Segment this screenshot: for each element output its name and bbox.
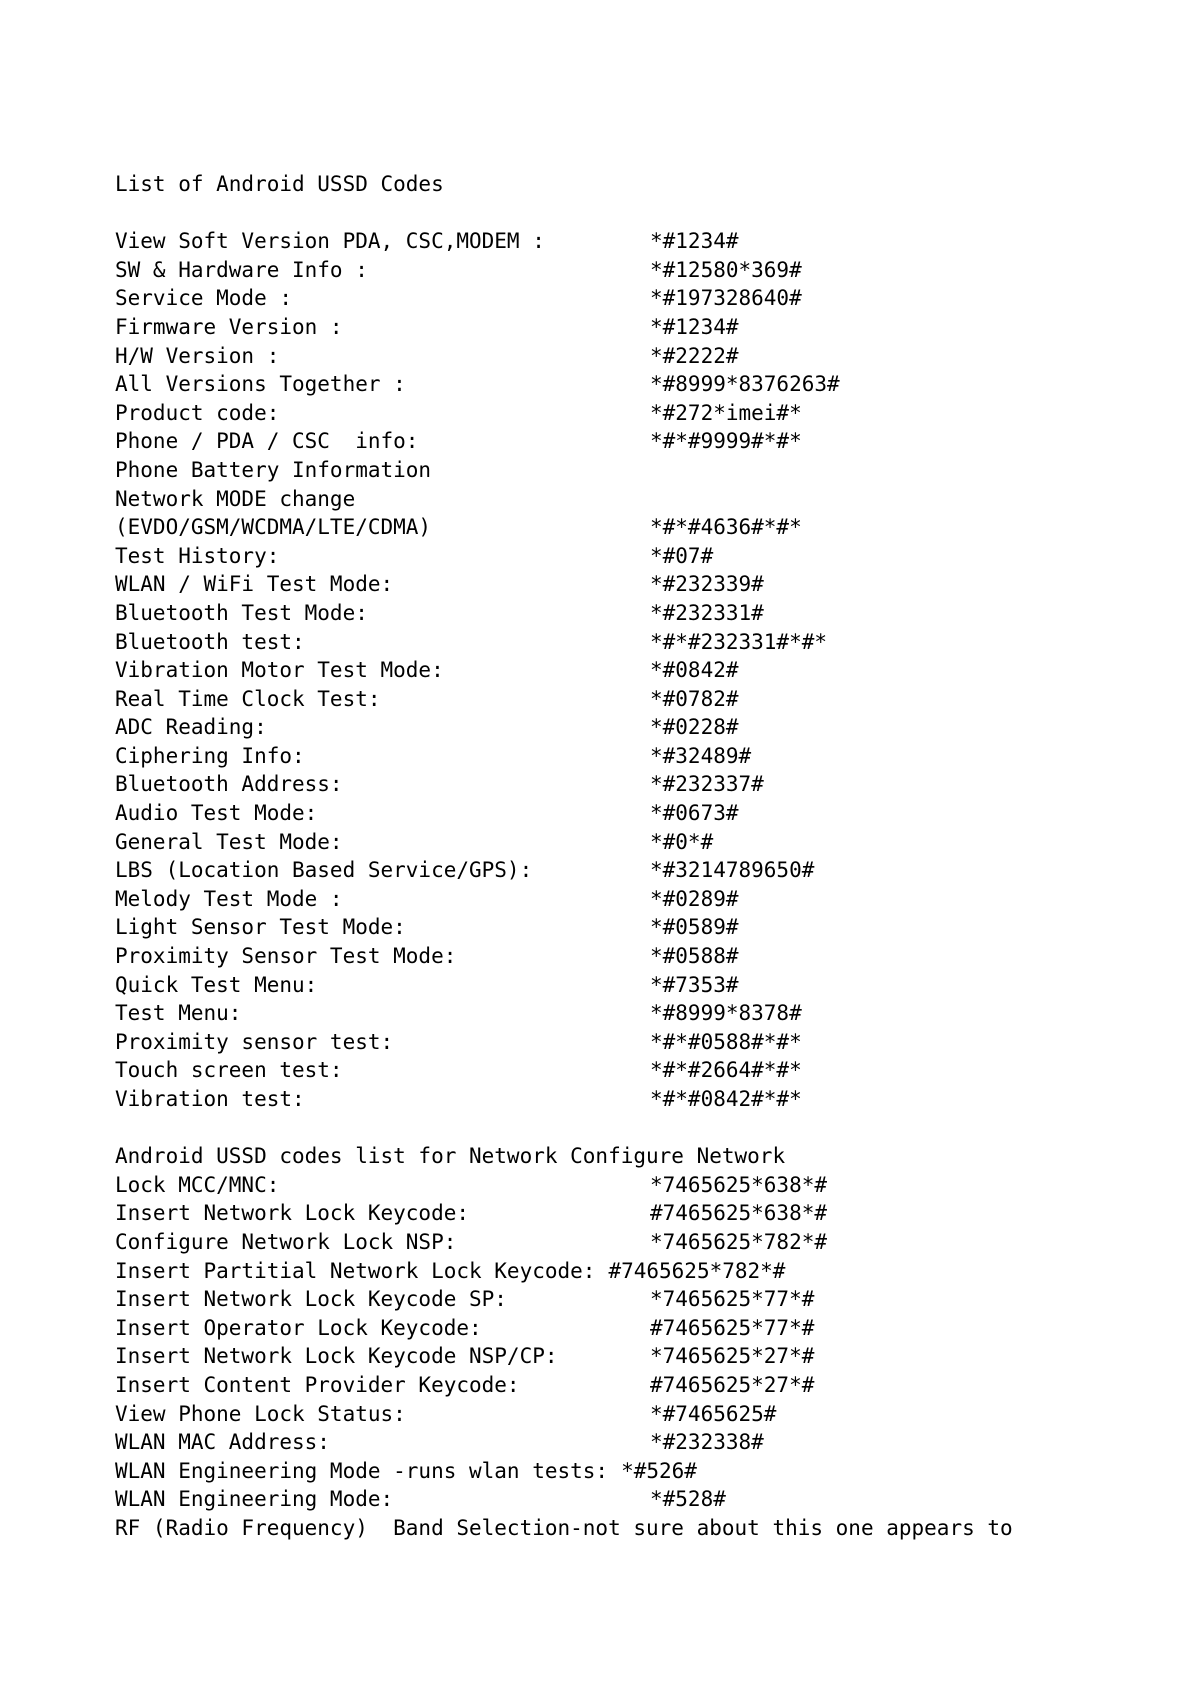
code-label: Network MODE change <box>115 486 356 511</box>
code-label: ADC Reading: <box>115 715 267 740</box>
code-label: Product code: <box>115 400 280 425</box>
ussd-code: *#197328640# <box>650 286 802 311</box>
code-row <box>115 342 1115 371</box>
code-row <box>115 628 1115 657</box>
ussd-code: *#232331# <box>650 600 764 625</box>
ussd-code: #7465625*782*# <box>608 1258 786 1283</box>
code-label: Insert Network Lock Keycode SP: <box>115 1287 507 1312</box>
code-row <box>115 856 1115 885</box>
ussd-code: *#8999*8378# <box>650 1001 802 1026</box>
ussd-code: #7465625*77*# <box>650 1315 815 1340</box>
ussd-code: *7465625*77*# <box>650 1287 815 1312</box>
code-row <box>115 370 1115 399</box>
code-label: Vibration test: <box>115 1087 305 1111</box>
code-row <box>115 542 1115 571</box>
ussd-code: *#528# <box>650 1487 726 1512</box>
ussd-code: *#8999*8376263# <box>650 372 840 397</box>
ussd-code: *#232338# <box>650 1430 764 1455</box>
code-row <box>115 1285 1115 1314</box>
code-label: Quick Test Menu: <box>115 972 318 997</box>
code-label: Proximity sensor test: <box>115 1029 394 1054</box>
ussd-code: *#0228# <box>650 715 739 740</box>
ussd-code: *#*#232331#*#* <box>650 629 828 654</box>
device-codes-list <box>115 227 1115 1113</box>
code-label: Real Time Clock Test: <box>115 686 381 711</box>
ussd-code: *7465625*782*# <box>650 1229 828 1254</box>
ussd-code: *7465625*638*# <box>650 1172 828 1197</box>
spacer <box>115 1114 1115 1143</box>
ussd-code: *#0842# <box>650 658 739 683</box>
code-row <box>115 1400 1115 1429</box>
code-label: WLAN / WiFi Test Mode: <box>115 572 394 597</box>
code-row <box>115 770 1115 799</box>
network-codes-list <box>115 1171 1115 1514</box>
code-row <box>115 742 1115 771</box>
ussd-code: *#7353# <box>650 972 739 997</box>
network-section-heading: Android USSD codes list for Network Configure Network <box>115 1144 786 1169</box>
ussd-code: *#0782# <box>650 686 739 711</box>
code-label: Phone Battery Information <box>115 457 432 482</box>
ussd-code: *7465625*27*# <box>650 1344 815 1369</box>
ussd-code: *#3214789650# <box>650 858 815 883</box>
code-row <box>115 256 1115 285</box>
code-label: LBS (Location Based Service/GPS): <box>115 858 533 883</box>
code-label: Configure Network Lock NSP: <box>115 1229 457 1254</box>
ussd-code: *#*#4636#*#* <box>650 515 802 540</box>
ussd-code: *#0673# <box>650 801 739 826</box>
code-row <box>115 799 1115 828</box>
code-label: Insert Network Lock Keycode NSP/CP: <box>115 1344 558 1369</box>
ussd-code: *#232339# <box>650 572 764 597</box>
ussd-code: *#*#9999#*#* <box>650 429 802 454</box>
code-label: Touch screen test: <box>115 1058 343 1083</box>
code-label: Test History: <box>115 543 280 568</box>
code-label: Melody Test Mode : <box>115 886 343 911</box>
ussd-code: *#*#2664#*#* <box>650 1058 802 1083</box>
code-row <box>115 971 1115 1000</box>
ussd-code: *#0289# <box>650 886 739 911</box>
code-label: Insert Partitial Network Lock Keycode: <box>115 1258 596 1283</box>
code-row <box>115 513 1115 542</box>
code-row <box>115 427 1115 456</box>
code-label: Audio Test Mode: <box>115 801 318 826</box>
code-label: Ciphering Info: <box>115 743 305 768</box>
code-label: Firmware Version : <box>115 314 343 339</box>
code-row <box>115 1171 1115 1200</box>
code-label: WLAN Engineering Mode: <box>115 1487 394 1512</box>
ussd-code: *#526# <box>621 1458 697 1483</box>
code-row <box>115 913 1115 942</box>
code-row <box>115 1228 1115 1257</box>
ussd-code: #7465625*27*# <box>650 1372 815 1397</box>
code-label: Service Mode : <box>115 286 293 311</box>
code-row <box>115 1199 1115 1228</box>
code-row <box>115 828 1115 857</box>
code-row <box>115 284 1115 313</box>
code-label: Test Menu: <box>115 1001 242 1026</box>
code-row <box>115 885 1115 914</box>
code-row <box>115 570 1115 599</box>
ussd-code: *#1234# <box>650 229 739 254</box>
code-label: H/W Version : <box>115 343 280 368</box>
code-row <box>115 942 1115 971</box>
code-row <box>115 227 1115 256</box>
ussd-code: *#*#0588#*#* <box>650 1029 802 1054</box>
code-label: View Phone Lock Status: <box>115 1401 406 1426</box>
ussd-code: *#32489# <box>650 743 752 768</box>
ussd-code: *#0589# <box>650 915 739 940</box>
code-row <box>115 1257 1115 1286</box>
code-row <box>115 1371 1115 1400</box>
code-row <box>115 599 1115 628</box>
code-row <box>115 1028 1115 1057</box>
document-title: List of Android USSD Codes <box>115 172 444 196</box>
ussd-code: *#12580*369# <box>650 257 802 282</box>
ussd-code: *#232337# <box>650 772 764 797</box>
code-label: WLAN MAC Address: <box>115 1430 330 1455</box>
code-row <box>115 485 1115 514</box>
code-label: WLAN Engineering Mode -runs wlan tests: <box>115 1458 609 1483</box>
code-label: Insert Operator Lock Keycode: <box>115 1315 482 1340</box>
code-row <box>115 1056 1115 1085</box>
code-label: Light Sensor Test Mode: <box>115 915 406 940</box>
ussd-code: *#0*# <box>650 829 714 854</box>
code-label: General Test Mode: <box>115 829 343 854</box>
code-label: SW & Hardware Info : <box>115 257 368 282</box>
code-label: Lock MCC/MNC: <box>115 1172 280 1197</box>
code-label: Phone / PDA / CSC info: <box>115 429 419 454</box>
code-label: Bluetooth Test Mode: <box>115 600 368 625</box>
code-row <box>115 1085 1115 1114</box>
ussd-code: #7465625*638*# <box>650 1201 828 1226</box>
ussd-code: *#07# <box>650 543 714 568</box>
ussd-code: *#272*imei#* <box>650 400 802 425</box>
code-row <box>115 1485 1115 1514</box>
ussd-code: *#*#0842#*#* <box>650 1087 802 1111</box>
ussd-code: *#7465625# <box>650 1401 777 1426</box>
trailing-line: RF (Radio Frequency) Band Selection-not sure about this one appears to <box>115 1515 1013 1540</box>
code-label: Insert Content Provider Keycode: <box>115 1372 520 1397</box>
document-body <box>115 170 1115 1543</box>
code-label: Proximity Sensor Test Mode: <box>115 944 457 969</box>
code-label: Bluetooth test: <box>115 629 305 654</box>
code-row <box>115 399 1115 428</box>
code-row <box>115 313 1115 342</box>
code-row <box>115 1457 1115 1486</box>
code-label: Vibration Motor Test Mode: <box>115 658 444 683</box>
code-label: View Soft Version PDA, CSC,MODEM : <box>115 229 545 254</box>
ussd-code: *#0588# <box>650 944 739 969</box>
code-row <box>115 999 1115 1028</box>
code-label: Insert Network Lock Keycode: <box>115 1201 470 1226</box>
code-label: Bluetooth Address: <box>115 772 343 797</box>
code-row <box>115 685 1115 714</box>
ussd-code: *#1234# <box>650 314 739 339</box>
code-label: (EVDO/GSM/WCDMA/LTE/CDMA) <box>115 515 432 540</box>
ussd-code: *#2222# <box>650 343 739 368</box>
spacer <box>115 199 1115 228</box>
code-row <box>115 1342 1115 1371</box>
code-row <box>115 1428 1115 1457</box>
code-row <box>115 656 1115 685</box>
code-row <box>115 1314 1115 1343</box>
code-row <box>115 713 1115 742</box>
code-label: All Versions Together : <box>115 372 406 397</box>
code-row <box>115 456 1115 485</box>
